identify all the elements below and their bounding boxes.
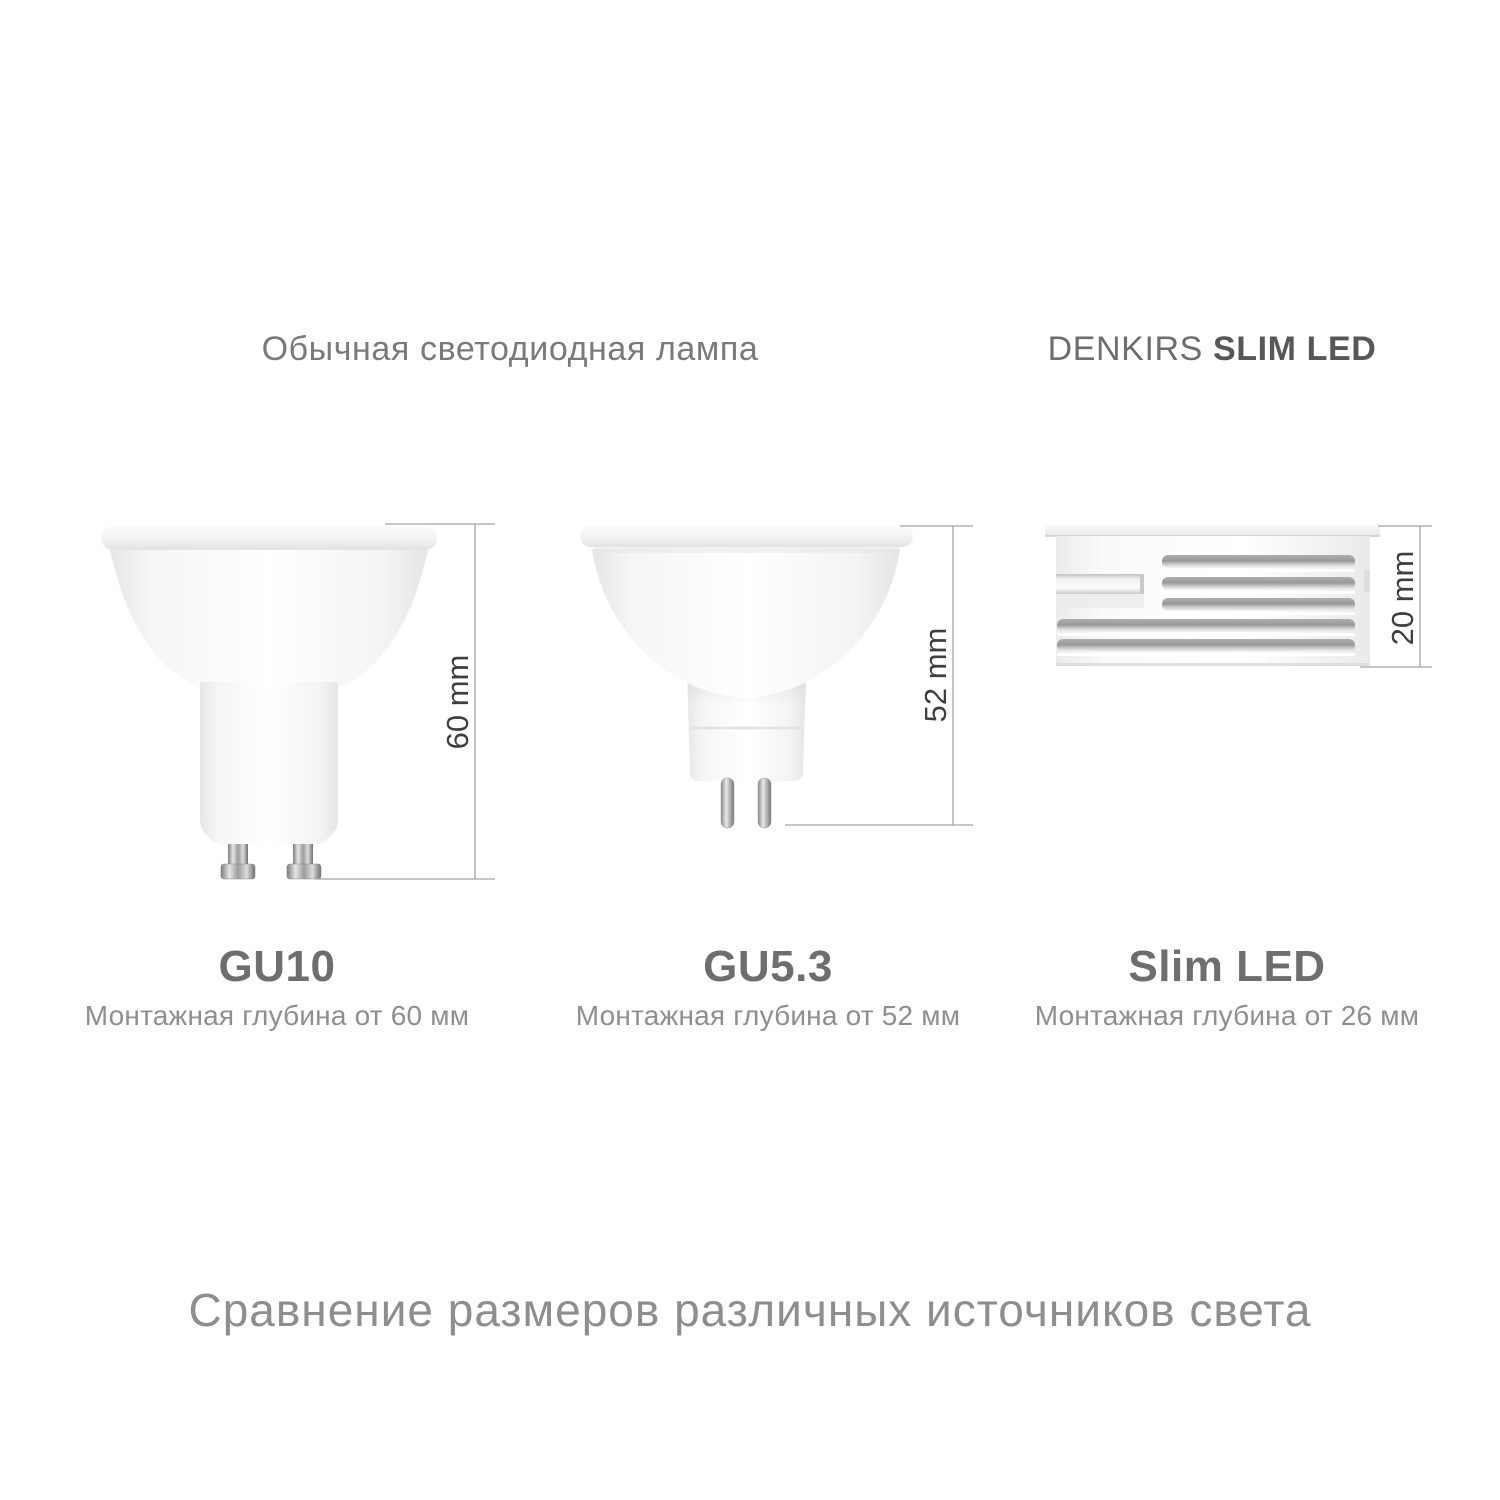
slim-right-notch [1364,570,1370,592]
product-column-gu53 [568,942,968,1032]
gu53-dimension-label: 52 mm [918,627,953,723]
product-column-slim [1027,942,1427,1032]
product-subtitle-gu10: Монтажная глубина от 60 мм [84,1000,470,1031]
gu53-bulb-drawing [570,520,980,832]
gu10-neck [200,682,338,846]
gu10-bulb-image [100,520,500,885]
slim-dimension-label: 20 mm [1385,550,1420,646]
product-name-gu53: GU5.3 [703,942,833,991]
gu10-cup [110,550,428,688]
gu10-rim [101,526,437,550]
gu53-bowl [592,549,900,698]
product-subtitle-slim: Монтажная глубина от 26 мм [1034,1000,1420,1031]
brand-name: DENKIRS [1047,330,1203,368]
gu53-rim [580,525,913,547]
product-subtitle-gu53: Монтажная глубина от 52 мм [575,1000,961,1031]
gu10-bulb-drawing [100,520,500,885]
slim-left-notch [1056,574,1144,608]
gu10-pins [221,844,321,879]
brand-model: SLIM LED [1212,330,1377,368]
product-name-slim: Slim LED [1128,942,1326,991]
gu53-bulb-image [570,520,980,832]
header-regular-led-lamp [230,329,790,369]
page-caption: Сравнение размеров различных источников света [188,1284,1312,1336]
product-column-gu10 [77,942,477,1032]
gu10-dimension-label: 60 mm [440,654,475,750]
header-denkirs-slim-led [992,329,1432,369]
slim-led-module-image [1040,518,1435,673]
product-name-gu10: GU10 [218,942,336,991]
header-left-label: Обычная светодиодная лампа [261,330,759,368]
gu53-pins [721,778,771,828]
slim-flange [1045,524,1380,536]
slim-led-module-drawing [1040,518,1435,673]
